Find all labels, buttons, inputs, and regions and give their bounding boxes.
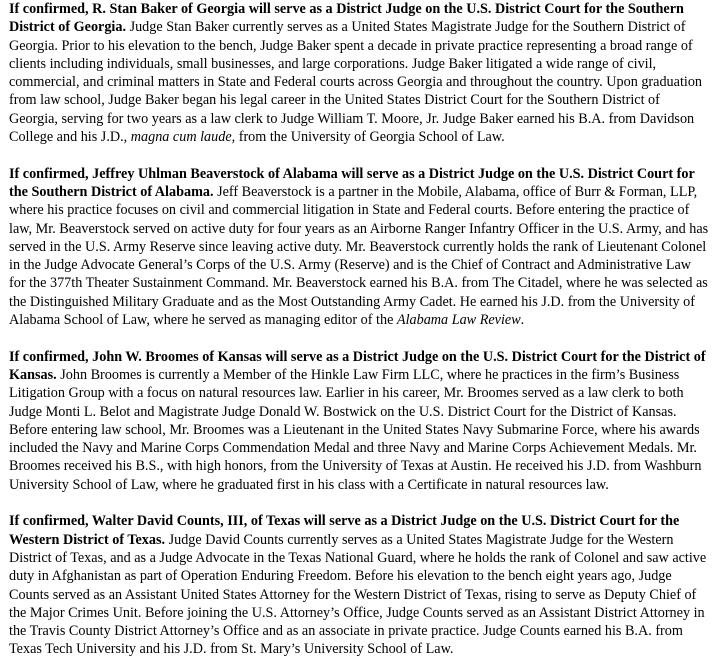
italic-phrase: magna cum laude, <box>130 129 236 146</box>
nominee-heading: If confirmed, R. Stan Baker of Georgia will serve as a District Judge on the U.S. District Court for the Southern District of Georgia. <box>9 1 684 36</box>
italic-phrase: Alabama Law Review <box>396 312 521 329</box>
document <box>9 0 710 659</box>
nominee-paragraph-counts <box>9 512 710 658</box>
nominee-bio: Judge Stan Baker currently serves as a United States Magistrate Judge for the Southern District of Georgia. Prior to his elevation to the bench, Judge Baker spent a decade in private practice representing a broad range of clients including individuals, small businesses, and large corporations. Judge Baker litigated a wide range of civil, commercial, and criminal matters in State and Federal courts across Georgia and throughout the country. Upon graduation from law school, Judge Baker began his legal career in the United States District Court for the Southern District of Georgia, serving for two years as a law clerk to Judge William T. Moore, Jr. Judge Baker earned his B.A. from Davidson College and his J.D., <box>9 19 703 146</box>
nominee-paragraph-baker <box>9 0 710 146</box>
nominee-paragraph-broomes <box>9 348 710 494</box>
nominee-bio: John Broomes is currently a Member of the Hinkle Law Firm LLC, where he practices in the firm’s Business Litigation Group with a focus on natural resources law. Earlier in his career, Mr. Broomes served as a law clerk to both Judge Monti L. Belot and Magistrate Judge Donald W. Bostwick on the U.S. District Court for the District of Kansas. Before entering law school, Mr. Broomes was a Lieutenant in the United States Navy Submarine Force, where his awards included the Navy and Marine Corps Commendation Medal and three Navy and Marine Corps Achievement Medals. Mr. Broomes received his B.S., with high honors, from the University of Texas at Austin. He received his J.D. from Washburn University School of Law, where he graduated first in his class with a Certificate in natural resources law. <box>9 366 702 493</box>
nominee-heading: If confirmed, Walter David Counts, III, of Texas will serve as a District Judge on the U.S. District Court for the Western District of Texas. <box>9 513 680 548</box>
nominee-bio: Jeff Beaverstock is a partner in the Mobile, Alabama, office of Burr & Forman, LLP, where his practice focuses on civil and commercial litigation in State and Federal courts. Before entering the practice of law, Mr. Beaverstock served on active duty for four years as an Airborne Ranger Infantry Officer in the U.S. Army, and has served in the U.S. Army Reserve since leaving active duty. Mr. Beaverstock currently holds the rank of Lieutenant Colonel in the Judge Advocate General’s Corps of the U.S. Army (Reserve) and is the Chief of Contract and Administrative Law for the 377th Theater Sustainment Command. Mr. Beaverstock earned his B.A. from The Citadel, where he was selected as the Distinguished Military Graduate and as the Most Outstanding Army Cadet. He earned his J.D. from the University of Alabama School of Law, where he served as managing editor of the <box>9 183 709 329</box>
nominee-paragraph-beaverstock <box>9 165 710 330</box>
nominee-bio: Judge David Counts currently serves as a United States Magistrate Judge for the Western District of Texas, and as a Judge Advocate in the Texas National Guard, where he holds the rank of Colonel and saw active duty in Afghanistan as part of Operation Enduring Freedom. Before his elevation to the bench eight years ago, Judge Counts served as an Assistant United States Attorney for the Western District of Texas, rising to serve as Deputy Chief of the Major Crimes Unit. Before joining the U.S. Attorney’s Office, Judge Counts served as an Assistant District Attorney in the Travis County District Attorney’s Office and as an associate in private practice. Judge Counts earned his B.A. from Texas Tech University and his J.D. from St. Mary’s University School of Law. <box>9 531 707 658</box>
nominee-heading: If confirmed, John W. Broomes of Kansas will serve as a District Judge on the U.S. District Court for the District of Kansas. <box>9 348 706 383</box>
nominee-bio-end: from the University of Georgia School of Law. <box>235 129 505 146</box>
nominee-bio-end: . <box>520 312 525 329</box>
nominee-heading: If confirmed, Jeffrey Uhlman Beaverstock of Alabama will serve as a District Judge on the U.S. District Court for the Southern District of Alabama. <box>9 165 695 200</box>
